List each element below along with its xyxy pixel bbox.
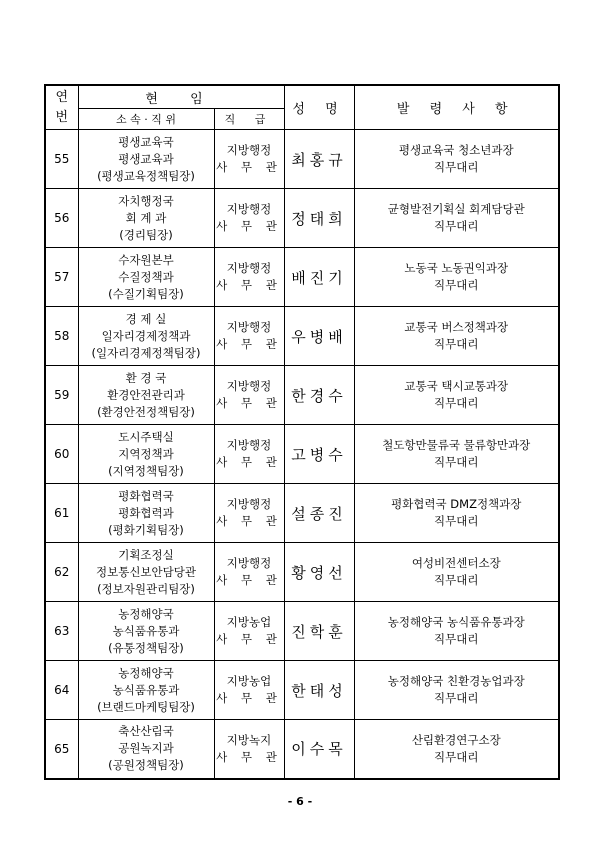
table-row: [45, 602, 559, 661]
row-grade: 지방행정 사 무 관: [214, 543, 284, 602]
row-dept-position: 농정해양국 농식품유통과 (브랜드마케팅팀장): [78, 661, 214, 720]
table-row: [45, 248, 559, 307]
row-appointment: 여성비전센터소장 직무대리: [354, 543, 559, 602]
row-name: 진학훈: [284, 602, 354, 661]
row-number: 63: [45, 602, 78, 661]
table-row: [45, 425, 559, 484]
row-number: 57: [45, 248, 78, 307]
row-name: 최홍규: [284, 130, 354, 189]
row-dept-position: 농정해양국 농식품유통과 (유통정책팀장): [78, 602, 214, 661]
row-name: 황영선: [284, 543, 354, 602]
table-row: [45, 307, 559, 366]
row-name: 고병수: [284, 425, 354, 484]
table-row: [45, 366, 559, 425]
row-grade: 지방행정 사 무 관: [214, 366, 284, 425]
row-number: 64: [45, 661, 78, 720]
row-dept-position: 경 제 실 일자리경제정책과 (일자리경제정책팀장): [78, 307, 214, 366]
appointment-table: [44, 84, 560, 780]
row-appointment: 교통국 택시교통과장 직무대리: [354, 366, 559, 425]
row-grade: 지방행정 사 무 관: [214, 425, 284, 484]
row-appointment: 평생교육국 청소년과장 직무대리: [354, 130, 559, 189]
row-number: 62: [45, 543, 78, 602]
page-number: - 6 -: [287, 795, 313, 808]
row-appointment: 철도항만물류국 물류항만과장 직무대리: [354, 425, 559, 484]
row-dept-position: 평생교육국 평생교육과 (평생교육정책팀장): [78, 130, 214, 189]
row-number: 60: [45, 425, 78, 484]
row-name: 한태성: [284, 661, 354, 720]
row-grade: 지방행정 사 무 관: [214, 307, 284, 366]
row-name: 배진기: [284, 248, 354, 307]
table-row: [45, 661, 559, 720]
header-appointment: 발 령 사 항: [354, 85, 559, 130]
row-appointment: 노동국 노동권익과장 직무대리: [354, 248, 559, 307]
row-name: 정태희: [284, 189, 354, 248]
row-appointment: 교통국 버스정책과장 직무대리: [354, 307, 559, 366]
header-dept-position: 소 속 · 직 위: [78, 109, 214, 130]
table-row: [45, 130, 559, 189]
row-dept-position: 기획조정실 정보통신보안담당관 (정보자원관리팀장): [78, 543, 214, 602]
row-number: 55: [45, 130, 78, 189]
row-name: 이수목: [284, 720, 354, 779]
table-row: [45, 543, 559, 602]
row-dept-position: 수자원본부 수질정책과 (수질기획팀장): [78, 248, 214, 307]
row-appointment: 농정해양국 농식품유통과장 직무대리: [354, 602, 559, 661]
row-dept-position: 환 경 국 환경안전관리과 (환경안전정책팀장): [78, 366, 214, 425]
row-number: 65: [45, 720, 78, 779]
row-grade: 지방행정 사 무 관: [214, 484, 284, 543]
header-name: 성 명: [284, 85, 354, 130]
row-name: 우병배: [284, 307, 354, 366]
row-dept-position: 자치행정국 회 계 과 (경리팀장): [78, 189, 214, 248]
row-name: 한경수: [284, 366, 354, 425]
row-grade: 지방행정 사 무 관: [214, 130, 284, 189]
row-dept-position: 도시주택실 지역정책과 (지역정책팀장): [78, 425, 214, 484]
row-appointment: 농정해양국 친환경농업과장 직무대리: [354, 661, 559, 720]
table-row: [45, 484, 559, 543]
row-grade: 지방농업 사 무 관: [214, 661, 284, 720]
row-number: 56: [45, 189, 78, 248]
row-dept-position: 평화협력국 평화협력과 (평화기획팀장): [78, 484, 214, 543]
header-current: 현 임: [78, 85, 284, 109]
header-grade: 직 급: [214, 109, 284, 130]
table-row: [45, 189, 559, 248]
row-grade: 지방녹지 사 무 관: [214, 720, 284, 779]
row-grade: 지방행정 사 무 관: [214, 248, 284, 307]
row-appointment: 산림환경연구소장 직무대리: [354, 720, 559, 779]
row-appointment: 평화협력국 DMZ정책과장 직무대리: [354, 484, 559, 543]
row-grade: 지방행정 사 무 관: [214, 189, 284, 248]
row-name: 설종진: [284, 484, 354, 543]
row-number: 58: [45, 307, 78, 366]
row-number: 59: [45, 366, 78, 425]
header-number: 연 번: [45, 85, 78, 130]
row-dept-position: 축산산림국 공원녹지과 (공원정책팀장): [78, 720, 214, 779]
row-grade: 지방농업 사 무 관: [214, 602, 284, 661]
row-appointment: 균형발전기획실 회계담당관 직무대리: [354, 189, 559, 248]
row-number: 61: [45, 484, 78, 543]
table-row: [45, 720, 559, 779]
